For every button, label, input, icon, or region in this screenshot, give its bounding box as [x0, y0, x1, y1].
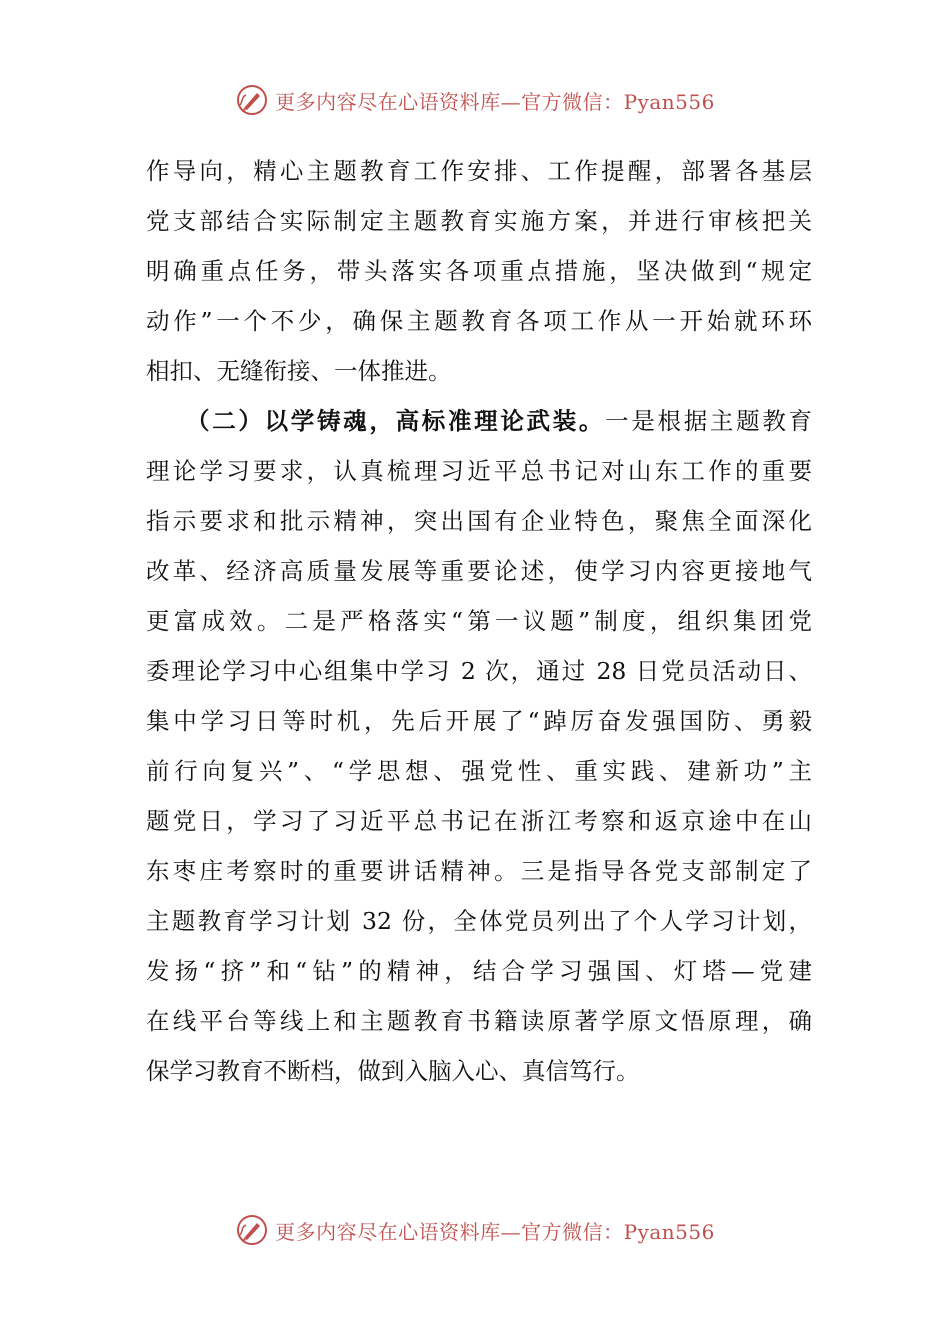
text-line: 改革、经济高质量发展等重要论述，使学习内容更接地气 — [146, 557, 812, 585]
text-line: 前行向复兴”、“学思想、强党性、重实践、建新功”主 — [146, 757, 812, 785]
text-line: 东枣庄考察时的重要讲话精神。三是指导各党支部制定了 — [146, 857, 812, 885]
section-heading: （二）以学铸魂，高标准理论武装。 — [186, 407, 606, 435]
text-line: 作导向，精心主题教育工作安排、工作提醒，部署各基层 — [146, 157, 812, 185]
text-line-first — [146, 396, 812, 446]
text-line: 指示要求和批示精神，突出国有企业特色，聚焦全面深化 — [146, 507, 812, 535]
watermark-text: 更多内容尽在心语资料库—官方微信：Pyan556 — [275, 1219, 715, 1244]
text-line: 在线平台等线上和主题教育书籍读原著学原文悟原理，确 — [146, 1007, 812, 1035]
header-watermark — [0, 78, 950, 122]
paragraph-1 — [146, 146, 812, 396]
text-line: 动作”一个不少，确保主题教育各项工作从一开始就环环 — [146, 307, 812, 335]
pen-logo-icon — [235, 83, 269, 117]
text-line: 保学习教育不断档，做到入脑入心、真信笃行。 — [146, 1057, 640, 1085]
heading-continuation: 一是根据主题教育 — [605, 407, 812, 435]
paragraph-2 — [146, 396, 812, 1096]
text-line: 明确重点任务，带头落实各项重点措施，坚决做到“规定 — [146, 257, 812, 285]
pen-logo-icon — [235, 1213, 269, 1247]
text-line: 题党日，学习了习近平总书记在浙江考察和返京途中在山 — [146, 807, 812, 835]
text-line: 相扣、无缝衔接、一体推进。 — [146, 357, 452, 385]
footer-watermark — [0, 1208, 950, 1252]
text-line: 集中学习日等时机，先后开展了“踔厉奋发强国防、勇毅 — [146, 707, 812, 735]
text-line: 党支部结合实际制定主题教育实施方案，并进行审核把关 — [146, 207, 812, 235]
text-line: 发扬“挤”和“钻”的精神，结合学习强国、灯塔—党建 — [146, 957, 812, 985]
text-line: 更富成效。二是严格落实“第一议题”制度，组织集团党 — [146, 607, 812, 635]
text-line: 委理论学习中心组集中学习 2 次，通过 28 日党员活动日、 — [146, 657, 812, 685]
text-line: 主题教育学习计划 32 份，全体党员列出了个人学习计划， — [146, 907, 812, 935]
watermark-text: 更多内容尽在心语资料库—官方微信：Pyan556 — [275, 89, 715, 114]
text-line: 理论学习要求，认真梳理习近平总书记对山东工作的重要 — [146, 457, 812, 485]
body-text — [146, 146, 812, 1096]
